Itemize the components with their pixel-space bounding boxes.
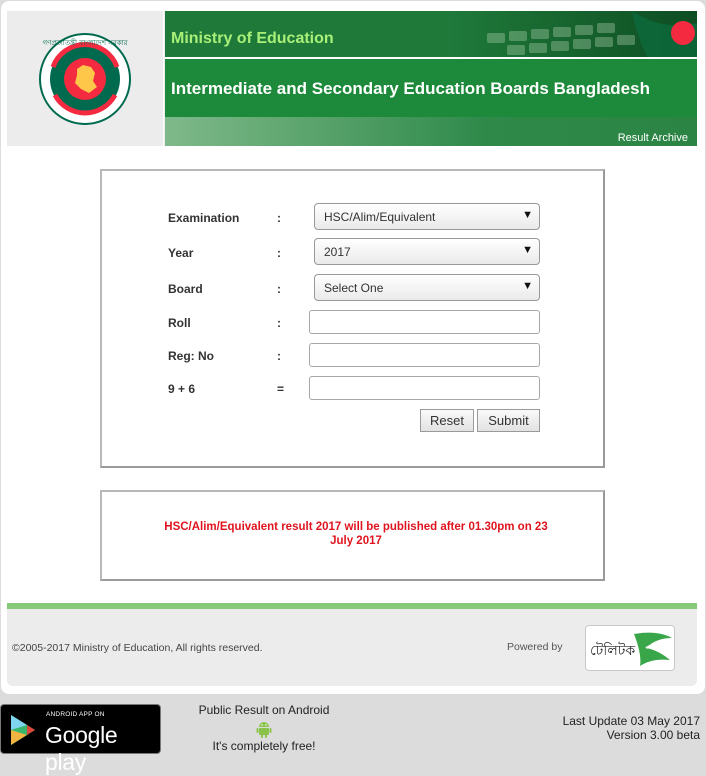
examination-select[interactable] — [314, 203, 540, 230]
captcha-input[interactable] — [309, 376, 540, 400]
board-select[interactable] — [314, 274, 540, 301]
bottom-bar — [0, 700, 706, 775]
submit-button[interactable]: Submit — [477, 409, 540, 432]
captcha-separator: = — [277, 382, 285, 396]
examination-select-value: HSC/Alim/Equivalent — [324, 210, 436, 224]
google-play-badge[interactable] — [0, 704, 161, 775]
board-label: Board — [168, 282, 203, 296]
reg-no-label: Reg: No — [168, 349, 214, 363]
teletalk-logo-text: টেলিটক — [590, 643, 636, 659]
ministry-banner — [165, 11, 697, 57]
year-select[interactable] — [314, 238, 540, 265]
examination-separator: : — [277, 211, 281, 225]
android-icon[interactable] — [255, 720, 273, 738]
archive-bar — [165, 117, 697, 146]
year-select-value: 2017 — [324, 245, 351, 259]
examination-label: Examination — [168, 211, 240, 225]
copyright-text: ©2005-2017 Ministry of Education, All rights reserved. — [12, 642, 263, 654]
android-promo-title[interactable]: Public Result on Android — [198, 703, 330, 717]
roll-separator: : — [277, 316, 281, 330]
google-play-icon — [7, 713, 39, 747]
reg-no-separator: : — [277, 349, 281, 363]
last-update-text: Last Update 03 May 2017 — [562, 714, 700, 728]
version-text: Version 3.00 beta — [606, 728, 700, 742]
logo-box — [7, 11, 164, 146]
board-separator: : — [277, 282, 281, 296]
teletalk-logo[interactable] — [585, 625, 675, 671]
chevron-down-icon: ▼ — [522, 209, 533, 221]
reset-button[interactable]: Reset — [420, 409, 474, 432]
result-archive-link[interactable]: Result Archive — [617, 132, 688, 144]
seal-text: গণপ্রজাতন্ত্রী বাংলাদেশ সরকার — [42, 39, 128, 47]
captcha-label: 9 + 6 — [168, 382, 196, 396]
boards-title: Intermediate and Secondary Education Boards Bangladesh — [171, 79, 650, 98]
chevron-down-icon: ▼ — [522, 280, 533, 292]
reg-no-input[interactable] — [309, 343, 540, 367]
year-label: Year — [168, 246, 194, 260]
notice-box — [100, 490, 605, 581]
chevron-down-icon: ▼ — [522, 244, 533, 256]
site-header — [7, 11, 697, 146]
ministry-title: Ministry of Education — [171, 30, 334, 47]
board-select-value: Select One — [324, 281, 384, 295]
android-free-text: It's completely free! — [212, 739, 316, 753]
site-footer — [7, 609, 697, 686]
google-play-small-text: ANDROID APP ON — [46, 711, 105, 718]
roll-input[interactable] — [309, 310, 540, 334]
update-info — [563, 714, 700, 742]
result-search-form — [100, 169, 605, 468]
roll-label: Roll — [168, 316, 191, 330]
result-notice: HSC/Alim/Equivalent result 2017 will be published after 01.30pm on 23 July 2017 — [164, 521, 548, 547]
banner-keyboard-flag-art — [447, 11, 697, 57]
powered-by-text: Powered by — [507, 641, 563, 653]
year-separator: : — [277, 246, 281, 260]
government-seal-logo — [39, 33, 131, 125]
boards-banner — [165, 59, 697, 117]
google-play-big-text: Google play — [45, 722, 118, 775]
